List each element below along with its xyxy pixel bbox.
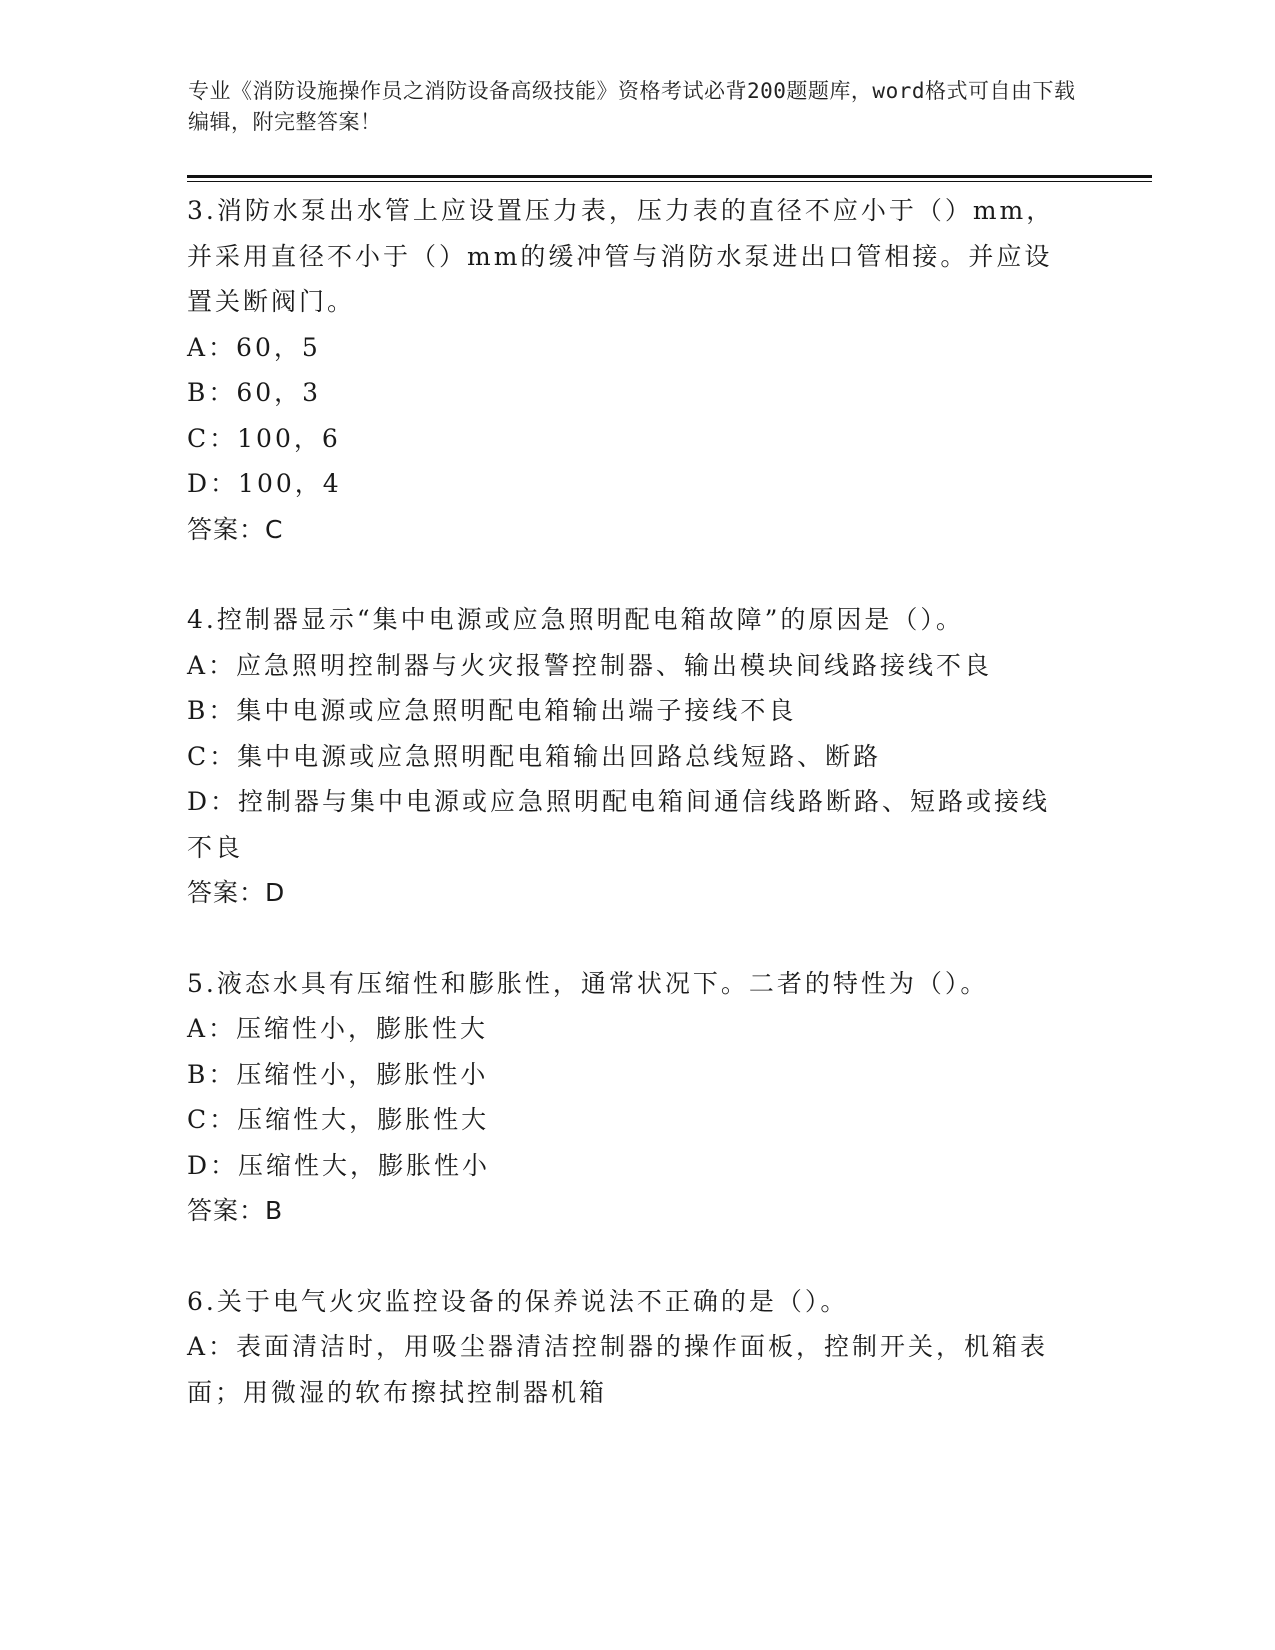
option-a: A：表面清洁时，用吸尘器清洁控制器的操作面板，控制开关，机箱表面；用微湿的软布擦拭控制器机箱	[187, 1332, 1049, 1407]
question-stem: 4.控制器显示“集中电源或应急照明配电箱故障”的原因是（）。	[187, 605, 964, 634]
question-5	[187, 961, 1077, 1234]
header-divider-thick	[187, 175, 1152, 178]
answer-line: 答案：D	[187, 878, 286, 907]
question-spacer	[187, 916, 1077, 961]
question-stem: 6.关于电气火灾监控设备的保养说法不正确的是（）。	[187, 1286, 849, 1316]
document-header: 专业《消防设施操作员之消防设备高级技能》资格考试必背200题题库，word格式可自由下载编辑，附完整答案！	[188, 79, 1076, 134]
option-d: D：控制器与集中电源或应急照明配电箱间通信线路断路、短路或接线不良	[187, 787, 1051, 862]
option-c: C：100，6	[187, 423, 341, 453]
option-d: D：100，4	[187, 469, 342, 498]
option-c: C：集中电源或应急照明配电箱输出回路总线短路、断路	[187, 741, 882, 771]
option-b: B：压缩性小，膨胀性小	[187, 1059, 489, 1089]
question-4	[187, 597, 1077, 916]
option-a: A：60，5	[187, 332, 321, 362]
question-6	[187, 1279, 1077, 1416]
option-a: A：压缩性小，膨胀性大	[187, 1014, 489, 1043]
answer-line: 答案：C	[187, 514, 284, 544]
option-a: A：应急照明控制器与火灾报警控制器、输出模块间线路接线不良	[187, 650, 993, 680]
question-spacer	[187, 1234, 1077, 1279]
question-list	[187, 188, 1077, 1415]
question-stem: 5.液态水具有压缩性和膨胀性，通常状况下。二者的特性为（）。	[187, 968, 989, 998]
question-3	[187, 188, 1077, 552]
header-divider-thin	[187, 181, 1152, 182]
answer-line: 答案：B	[187, 1196, 284, 1225]
option-d: D：压缩性大，膨胀性小	[187, 1150, 491, 1180]
option-c: C：压缩性大，膨胀性大	[187, 1105, 490, 1134]
option-b: B：60，3	[187, 378, 322, 407]
option-b: B：集中电源或应急照明配电箱输出端子接线不良	[187, 696, 797, 725]
question-spacer	[187, 552, 1077, 597]
question-stem: 3.消防水泵出水管上应设置压力表，压力表的直径不应小于（）mm，并采用直径不小于（）mm的缓冲管与消防水泵进出口管相接。并应设置关断阀门。	[187, 196, 1055, 316]
